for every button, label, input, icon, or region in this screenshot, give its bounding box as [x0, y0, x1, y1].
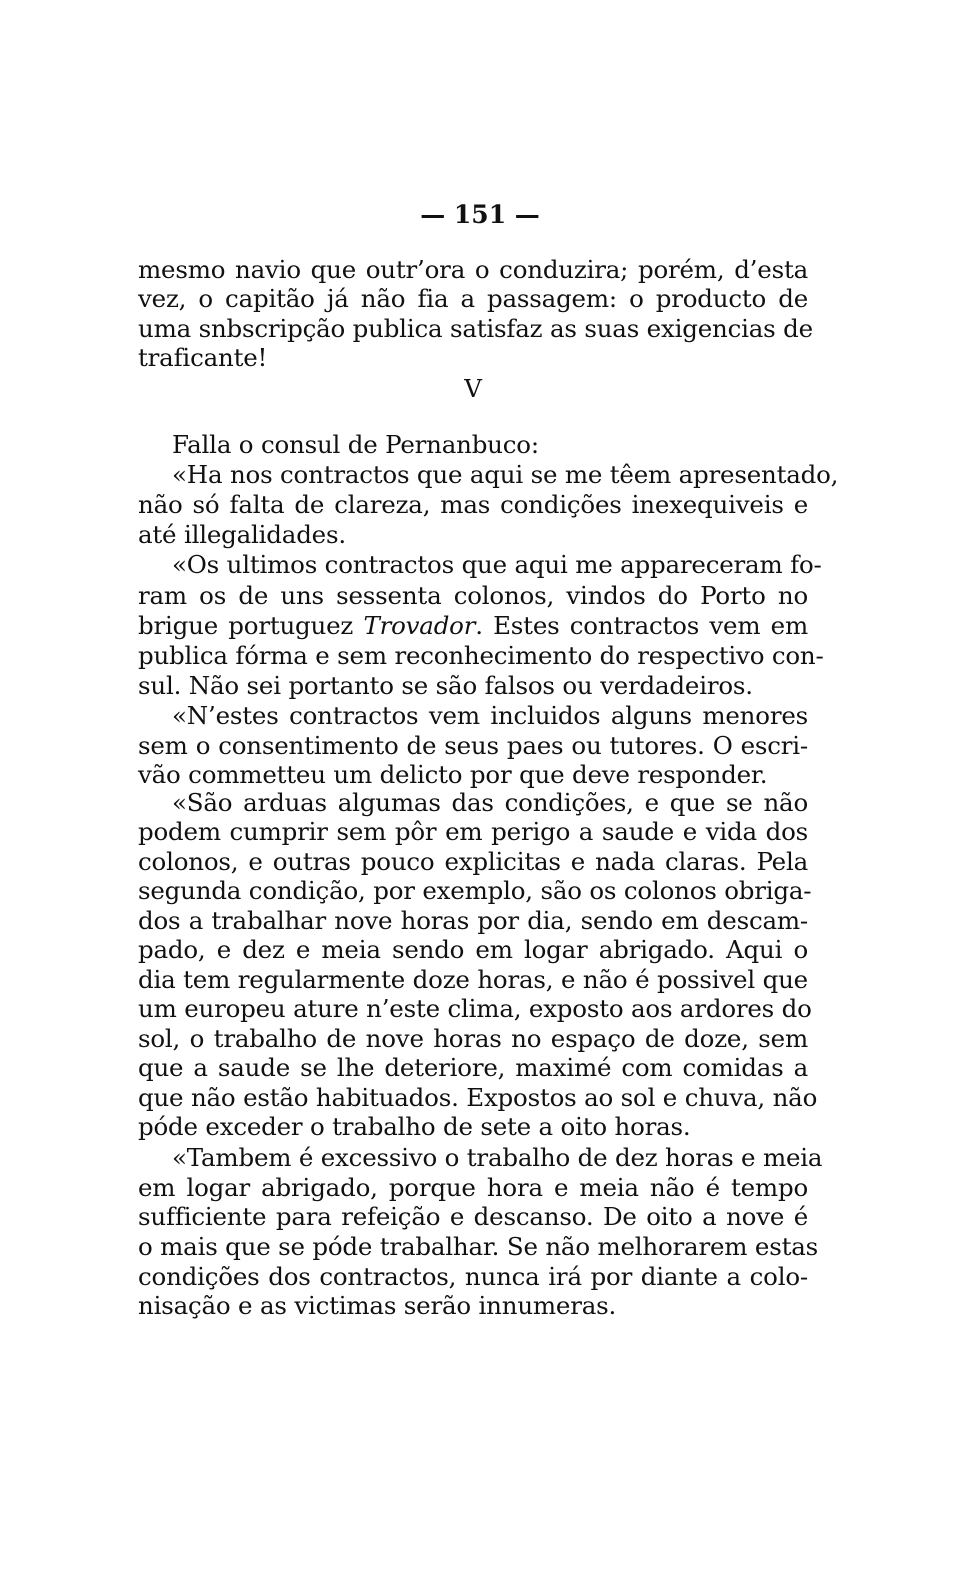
text-line: nisação e as victimas serão innumeras. [138, 1291, 617, 1320]
text-line: um europeu ature n’este clima, exposto aos ardores do [138, 994, 812, 1023]
text-line: «Tambem é excessivo o trabalho de dez horas e meia [172, 1143, 823, 1172]
text-line: Falla o consul de Pernanbuco: [172, 430, 539, 459]
text-line: «Ha nos contractos que aqui se me têem apresentado, [172, 460, 839, 489]
text-line: em logar abrigado, porque hora e meia não é tempo [138, 1173, 808, 1202]
text-line: segunda condição, por exemplo, são os colonos obriga- [138, 876, 812, 905]
text-line: dia tem regularmente doze horas, e não é possivel que [138, 965, 808, 994]
text-line: sul. Não sei portanto se são falsos ou verdadeiros. [138, 671, 753, 700]
text-line: «Os ultimos contractos que aqui me appareceram fo- [172, 550, 822, 579]
text-line: sufficiente para refeição e descanso. De oito a nove é [138, 1202, 808, 1231]
text-line: o mais que se póde trabalhar. Se não melhorarem estas [138, 1232, 818, 1261]
text-line: uma snbscripção publica satisfaz as suas exigencias de [138, 314, 813, 343]
text-line: podem cumprir sem pôr em perigo a saude e vida dos [138, 817, 808, 846]
text-line: mesmo navio que outr’ora o conduzira; porém, d’esta [138, 255, 808, 284]
text-line: vão commetteu um delicto por que deve responder. [138, 760, 768, 789]
text-line: até illegalidades. [138, 520, 346, 549]
text-line: colonos, e outras pouco explicitas e nada claras. Pela [138, 847, 808, 876]
text-line: ram os de uns sessenta colonos, vindos do Porto no [138, 581, 808, 610]
text-line: publica fórma e sem reconhecimento do respectivo con- [138, 641, 824, 670]
text-line: que não estão habituados. Expostos ao sol e chuva, não [138, 1083, 818, 1112]
text-line: vez, o capitão já não fia a passagem: o producto de [138, 284, 808, 313]
text-line: póde exceder o trabalho de sete a oito horas. [138, 1112, 691, 1141]
text-line [138, 611, 808, 641]
text-line: «N’estes contractos vem incluidos alguns menores [172, 701, 808, 730]
text-line: pado, e dez e meia sendo em logar abrigado. Aqui o [138, 935, 808, 964]
text-line: «São arduas algumas das condições, e que se não [172, 788, 808, 817]
text-line: não só falta de clareza, mas condições inexequiveis e [138, 490, 808, 519]
italic-ship-name: Trovador [363, 611, 476, 640]
text-segment: . Estes contractos vem em [475, 611, 808, 640]
text-line: traficante! [138, 343, 268, 372]
section-heading: V [464, 374, 482, 403]
text-line: sem o consentimento de seus paes ou tutores. O escri- [138, 731, 808, 760]
text-line: sol, o trabalho de nove horas no espaço de doze, sem [138, 1024, 808, 1053]
text-segment: brigue portuguez [138, 611, 364, 640]
page-number: — 151 — [420, 200, 540, 229]
text-line: dos a trabalhar nove horas por dia, sendo em descam- [138, 906, 808, 935]
text-line: condições dos contractos, nunca irá por diante a colo- [138, 1262, 808, 1291]
text-line: que a saude se lhe deteriore, maximé com comidas a [138, 1053, 808, 1082]
